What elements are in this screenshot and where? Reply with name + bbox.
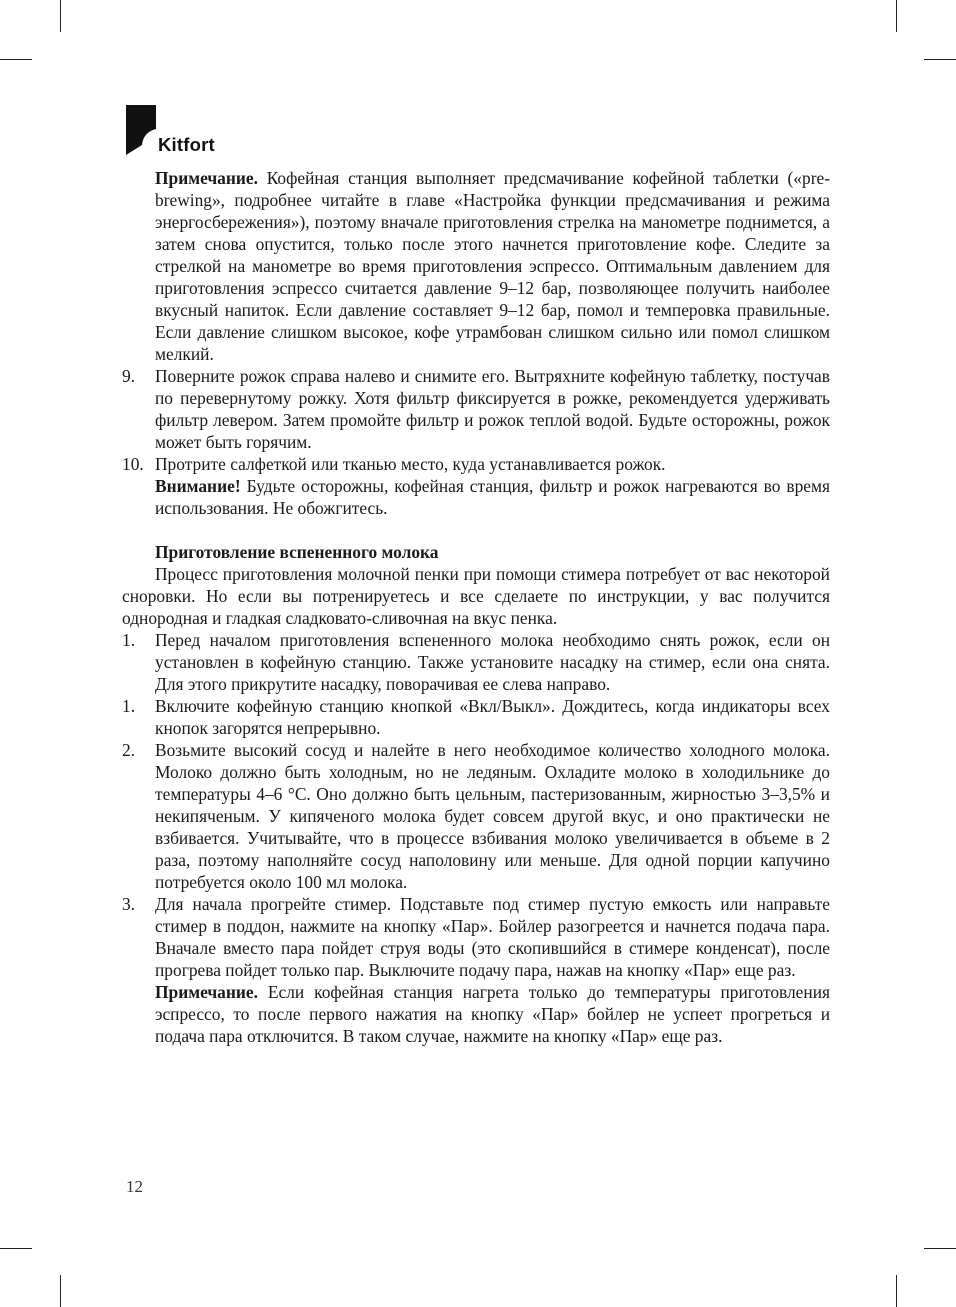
crop-mark xyxy=(924,1248,956,1249)
list-text: Протрите салфеткой или тканью место, куда устанавливается рожок. xyxy=(155,454,666,474)
list-item xyxy=(122,695,830,739)
list-number: 10. xyxy=(122,454,144,474)
list-number: 1. xyxy=(122,696,136,716)
note-label: Примечание. xyxy=(155,982,258,1002)
list-text: Возьмите высокий сосуд и налейте в него необходимое количество холодного молока. Молоко должно быть холодным, но не ледяным. Охладите молоко в холодильнике до температуры 4–6 °С. Оно должно быть цельным, пастеризованным, жирностью 3–3,5% и некипяченым. У кипяченого молока будет совсем другой вкус, и оно практически не взбивается. Учитывайте, что в процессе взбивания молоко увеличивается в объеме в 2 раза, поэтому наполняйте сосуд наполовину или меньше. Для одной порции капучино потребуется около 100 мл молока. xyxy=(155,740,830,892)
section-title: Приготовление вспененного молока xyxy=(155,542,439,562)
list-text: Включите кофейную станцию кнопкой «Вкл/Выкл». Дождитесь, когда индикаторы всех кнопок загорятся непрерывно. xyxy=(155,696,830,738)
note-text: Если кофейная станция нагрета только до температуры приготовления эспрессо, то после первого нажатия на кнопку «Пар» бойлер не успеет прогреться и подача пара отключится. В таком случае, нажмите на кнопку «Пар» еще раз. xyxy=(155,982,830,1046)
note-paragraph xyxy=(122,167,830,365)
brand-logo xyxy=(126,105,215,155)
crop-mark xyxy=(0,59,32,60)
warning-text: Будьте осторожны, кофейная станция, фильтр и рожок нагреваются во время использования. Не обожгитесь. xyxy=(155,476,830,518)
list-text: Поверните рожок справа налево и снимите его. Вытряхните кофейную таблетку, постучав по перевернутому рожку. Хотя фильтр фиксируется в рожке, рекомендуется удерживать фильтр левером. Затем промойте фильтр и рожок теплой водой. Будьте осторожны, рожок может быть горячим. xyxy=(155,366,830,452)
crop-mark xyxy=(0,1248,32,1249)
list-number: 3. xyxy=(122,894,136,914)
list-item xyxy=(122,365,830,453)
crop-mark xyxy=(896,1275,897,1307)
page-content xyxy=(122,167,830,1047)
list-text: Перед началом приготовления вспененного молока необходимо снять рожок, если он установлен в кофейную станцию. Также установите насадку на стимер, если она снята. Для этого прикрутите насадку, поворачивая ее слева направо. xyxy=(155,630,830,694)
list-item xyxy=(122,629,830,695)
list-item xyxy=(122,453,830,475)
list-item xyxy=(122,739,830,893)
list-number: 2. xyxy=(122,740,136,760)
list-number: 9. xyxy=(122,366,136,386)
note-text: Кофейная станция выполняет предсмачивание кофейной таблетки («pre-brewing», подробнее читайте в главе «Настройка функции предсмачивания и режима энергосбережения»), поэтому вначале приготовления стрелка на манометре поднимется, а затем снова опустится, только после этого начнется приготовление кофе. Следите за стрелкой на манометре во время приготовления эспрессо. Оптимальным давлением для приготовления эспрессо считается давление 9–12 бар, позволяющее получить наиболее вкусный напиток. Если давление составляет 9–12 бар, помол и темперовка правильные. Если давление слишком высокое, кофе утрамбован слишком сильно или помол слишком мелкий. xyxy=(155,168,830,364)
page-number: 12 xyxy=(126,1177,143,1196)
list-number: 1. xyxy=(122,630,136,650)
brand-name: Kitfort xyxy=(158,134,215,155)
list-item xyxy=(122,893,830,981)
kitfort-logo-icon xyxy=(126,105,156,155)
crop-mark xyxy=(896,0,897,32)
warning-paragraph xyxy=(122,475,830,519)
list-text: Для начала прогрейте стимер. Подставьте под стимер пустую емкость или направьте стимер в поддон, нажмите на кнопку «Пар». Бойлер разогреется и начнется подача пара. Вначале вместо пара пойдет струя воды (это скопившийся в стимере конденсат), после прогрева пойдет только пар. Выключите подачу пара, нажав на кнопку «Пар» еще раз. xyxy=(155,894,830,980)
crop-mark xyxy=(924,59,956,60)
crop-mark xyxy=(60,0,61,32)
warning-label: Внимание! xyxy=(155,476,241,496)
note-label: Примечание. xyxy=(155,168,258,188)
crop-mark xyxy=(60,1275,61,1307)
note-paragraph xyxy=(122,981,830,1047)
section-intro: Процесс приготовления молочной пенки при помощи стимера потребует от вас некоторой сноровки. Но если вы потренируетесь и все сделаете по инструкции, у вас получится однородная и гладкая сладковато-сливочная на вкус пенка. xyxy=(122,564,830,628)
